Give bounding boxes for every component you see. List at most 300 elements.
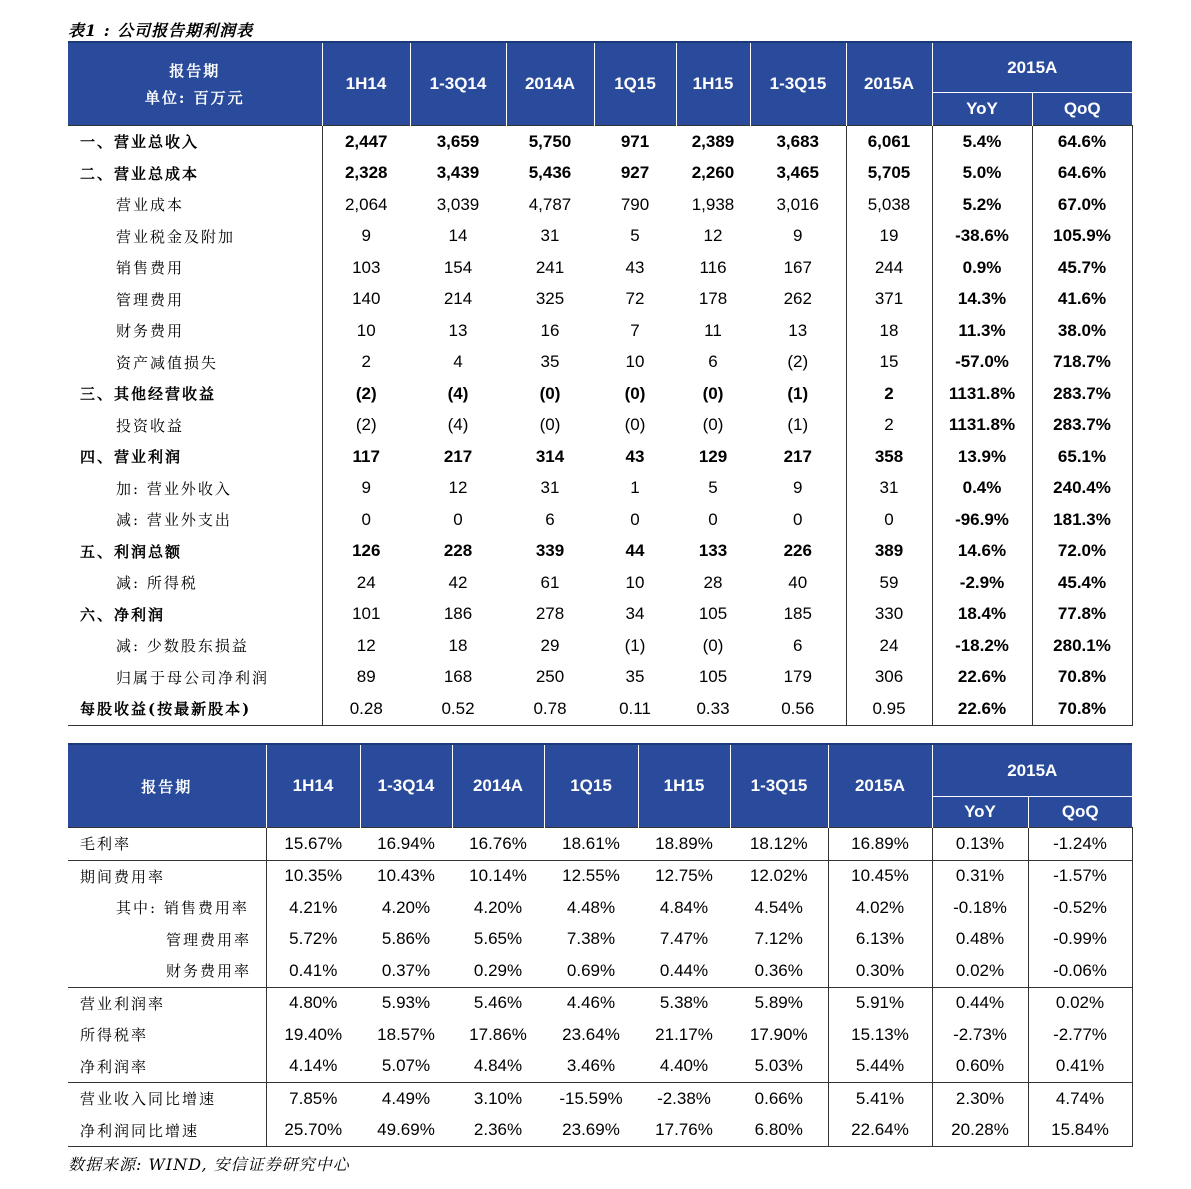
table-row [68,1051,1132,1083]
table-row [68,378,1132,410]
income-cell: 0.52 [410,693,506,725]
table-row [68,860,1132,892]
ratio-cell: 18.12% [730,828,828,861]
row-label: 销售费用 [68,252,322,284]
income-cell: 5,750 [506,126,594,158]
income-cell: 5,038 [846,189,932,221]
income-cell: 6 [708,352,718,372]
table-row [68,693,1132,725]
row-label: 三、其他经营收益 [68,378,322,410]
ratio-cell: -1.24% [1028,828,1132,861]
col2-header-1q15: 1Q15 [544,744,638,828]
income-cell: 9 [793,478,803,498]
income-cell: 43 [625,257,645,277]
income-cell: 2 [846,410,932,442]
row-label: 六、净利润 [68,599,322,631]
income-cell: 18 [448,635,468,655]
income-cell: 971 [594,126,676,158]
income-cell: 185 [783,604,812,624]
income-cell: 24 [846,630,932,662]
col2-header-1h14: 1H14 [266,744,360,828]
row-label: 归属于母公司净利润 [68,662,322,694]
income-cell: 9 [361,226,371,246]
ratio-cell: 4.21% [289,897,338,917]
ratio-cell: 23.64% [562,1024,620,1044]
income-cell: 89 [356,667,376,687]
income-cell: 314 [535,446,565,466]
ratio-cell: -2.73% [932,1019,1028,1051]
ratio-cell: 20.28% [932,1115,1028,1147]
income-cell: 154 [443,257,473,277]
income-cell: 38.0% [1032,315,1132,347]
income-cell: 14.6% [932,536,1032,568]
ratio-cell: 17.86% [469,1024,527,1044]
ratio-cell: 10.35% [284,866,343,886]
income-cell: 167 [783,257,812,277]
income-cell: 1,938 [691,194,735,214]
ratio-cell: 0.13% [932,828,1028,861]
income-cell: 42 [448,572,468,592]
income-cell: (0) [702,635,724,655]
income-cell: 3,659 [410,126,506,158]
ratio-cell: -2.77% [1028,1019,1132,1051]
income-cell: 105.9% [1032,221,1132,253]
income-cell: 214 [443,289,473,309]
ratio-cell: 5.41% [828,1083,932,1115]
income-cell: 6,061 [846,126,932,158]
ratio-cell: 12.55% [562,866,620,886]
ratio-cell: 6.13% [828,924,932,956]
income-cell: 5,705 [846,158,932,190]
row-label: 五、利润总额 [68,536,322,568]
table-row [68,410,1132,442]
income-cell: 117 [352,446,380,466]
ratio-cell: 15.13% [828,1019,932,1051]
income-cell: 0 [361,509,371,529]
income-cell: 3,439 [436,163,480,183]
ratio-cell: -15.59% [559,1088,623,1108]
income-cell: 22.6% [932,662,1032,694]
row-label: 资产减值损失 [68,347,322,379]
income-cell: 13 [448,320,468,340]
income-cell: 14.3% [932,284,1032,316]
table-row [68,441,1132,473]
income-cell: 126 [352,541,381,561]
ratio-cell: 10.43% [377,866,435,886]
ratio-cell: 7.47% [659,929,709,949]
col2-header-2015a: 2015A [828,744,932,828]
ratio-cell: 17.76% [638,1115,730,1147]
income-cell: 283.7% [1032,410,1132,442]
ratio-cell: 4.14% [266,1051,360,1083]
col-header-1h14: 1H14 [322,42,410,126]
income-cell: 40 [788,572,808,592]
income-cell: 186 [443,604,473,624]
income-cell: 0 [453,509,463,529]
income-cell: (4) [447,415,469,435]
row-label: 净利润同比增速 [68,1115,266,1147]
ratio-cell: 4.84% [452,1051,544,1083]
income-cell: (1) [787,415,809,435]
col2-header-1-3q15: 1-3Q15 [730,744,828,828]
col-header-2014a: 2014A [506,42,594,126]
table-row [68,924,1132,956]
ratio-cell: -0.99% [1028,924,1132,956]
ratio-cell: 0.69% [544,955,638,987]
income-cell: 2,389 [676,126,750,158]
ratio-cell: 4.48% [566,897,616,917]
ratio-cell: 7.38% [566,929,616,949]
income-cell: 358 [846,441,932,473]
row-label: 投资收益 [68,410,322,442]
income-cell: 2,328 [344,163,388,183]
col-header-qoq: QoQ [1032,93,1132,126]
ratio-cell: -0.52% [1028,892,1132,924]
income-cell: 389 [846,536,932,568]
table-row [68,987,1132,1019]
col2-header-qoq: QoQ [1028,797,1132,828]
ratio-cell: 0.44% [638,955,730,987]
income-cell: 6 [793,635,803,655]
ratio-cell: 5.91% [828,987,932,1019]
income-cell: 339 [535,541,565,561]
income-cell: (0) [702,383,724,403]
income-cell: 9 [361,478,371,498]
income-cell: 44 [625,541,645,561]
ratio-cell: 17.90% [749,1024,808,1044]
ratio-cell: 19.40% [284,1024,343,1044]
ratio-cell: 0.29% [452,955,544,987]
income-cell: 105 [698,667,728,687]
income-cell: 105 [698,604,728,624]
income-cell: 0.9% [932,252,1032,284]
ratio-cell: 5.86% [381,929,431,949]
ratio-cell: 23.69% [544,1115,638,1147]
income-cell: (0) [702,415,724,435]
income-statement-table [68,41,1133,726]
col-header-1h15: 1H15 [676,42,750,126]
header-unit-label: 单位: 百万元 [144,89,245,107]
income-cell: 103 [352,257,381,277]
col-header-yoy: YoY [932,93,1032,126]
table-row [68,347,1132,379]
ratio-cell: 4.84% [659,897,709,917]
income-cell: 10 [625,572,645,592]
income-cell: 22.6% [932,693,1032,725]
row-label: 管理费用 [68,284,322,316]
income-cell: 10 [356,320,376,340]
income-cell: 116 [699,257,727,277]
income-cell: 3,016 [776,194,820,214]
row-label: 一、营业总收入 [68,126,322,158]
income-cell: 16 [540,320,560,340]
income-cell: 0.28 [322,693,410,725]
table-row [68,221,1132,253]
ratio-cell: 0.02% [1028,987,1132,1019]
income-cell: 35 [625,667,645,687]
income-cell: 330 [846,599,932,631]
row-label: 所得税率 [68,1019,266,1051]
income-cell: 0 [630,509,640,529]
income-cell: 790 [620,194,650,214]
income-cell: 181.3% [1032,504,1132,536]
income-cell: 31 [540,226,560,246]
table-row [68,126,1132,158]
ratio-cell: 0.48% [932,924,1028,956]
income-cell: 45.7% [1032,252,1132,284]
income-cell: 2,260 [691,163,735,183]
income-cell: 0.56 [750,693,846,725]
table-row [68,1083,1132,1115]
income-cell: -38.6% [932,221,1032,253]
income-cell: 31 [540,478,560,498]
ratio-cell: 2.36% [452,1115,544,1147]
income-cell: 250 [535,667,565,687]
income-cell: 228 [443,541,473,561]
income-cell: 70.8% [1032,693,1132,725]
income-cell: 283.7% [1032,378,1132,410]
ratio-cell: 10.45% [828,860,932,892]
row-label: 减: 所得税 [68,567,322,599]
income-cell: 280.1% [1032,630,1132,662]
ratio-cell: 49.69% [360,1115,452,1147]
income-cell: (1) [624,635,646,655]
ratio-cell: 4.20% [381,897,431,917]
table-row [68,189,1132,221]
ratio-cell: 2.30% [932,1083,1028,1115]
income-cell: 133 [698,541,728,561]
ratio-cell: 4.20% [473,897,523,917]
income-cell: (2) [787,352,809,372]
income-cell: 31 [846,473,932,505]
income-cell: 10 [625,352,645,372]
income-cell: 41.6% [1032,284,1132,316]
ratio-cell: 4.49% [381,1088,431,1108]
income-cell: 35 [540,352,560,372]
income-cell: 13.9% [932,441,1032,473]
row-label: 期间费用率 [68,860,266,892]
table-caption: 表1 : 公司报告期利润表 [68,21,254,40]
ratio-cell: 4.74% [1028,1083,1132,1115]
income-cell: 29 [540,635,560,655]
ratio-table [68,743,1133,1147]
income-cell: 5 [630,226,640,246]
income-cell: 59 [846,567,932,599]
income-cell: 3,683 [750,126,846,158]
row-label: 财务费用率 [68,955,266,987]
table-row [68,955,1132,987]
table-row [68,473,1132,505]
income-cell: 18.4% [932,599,1032,631]
income-cell: 28 [703,572,723,592]
ratio-cell: 0.31% [932,860,1028,892]
income-cell: 168 [443,667,473,687]
ratio-cell: 0.66% [754,1088,803,1108]
ratio-cell: -0.18% [932,892,1028,924]
income-cell: 4 [453,352,463,372]
ratio-cell: 3.10% [473,1088,523,1108]
ratio-cell: 0.37% [360,955,452,987]
income-cell: 226 [783,541,812,561]
ratio-cell: 5.65% [473,929,523,949]
income-cell: 240.4% [1032,473,1132,505]
income-cell: (0) [624,383,646,403]
table-row [68,1115,1132,1147]
header-period-cell [68,42,322,126]
ratio-cell: 5.89% [754,993,803,1013]
income-cell: -18.2% [932,630,1032,662]
income-cell: 244 [846,252,932,284]
income-cell: (0) [624,415,646,435]
col2-header-yoy: YoY [932,797,1028,828]
income-cell: 129 [698,446,728,466]
col2-header-1h15: 1H15 [638,744,730,828]
ratio-cell: -0.06% [1028,955,1132,987]
income-cell: 4,787 [528,194,572,214]
row-label: 二、营业总成本 [68,158,322,190]
income-cell: 77.8% [1032,599,1132,631]
income-cell: 13 [788,320,808,340]
header-period-cell-2 [68,744,266,828]
table-row [68,504,1132,536]
income-cell: 11.3% [932,315,1032,347]
income-cell: 64.6% [1032,158,1132,190]
table-row [68,567,1132,599]
ratio-cell: 15.84% [1028,1115,1132,1147]
income-cell: 927 [620,163,650,183]
row-label: 管理费用率 [68,924,266,956]
ratio-cell: 5.03% [730,1051,828,1083]
ratio-cell: 4.40% [638,1051,730,1083]
income-cell: 5 [708,478,718,498]
income-cell: (0) [539,383,561,403]
ratio-cell: 0.41% [266,955,360,987]
income-cell: 67.0% [1032,189,1132,221]
ratio-cell: 10.14% [469,866,527,886]
col2-group-2015a: 2015A [932,744,1132,797]
income-cell: 24 [356,572,376,592]
table-row [68,892,1132,924]
income-cell: 3,465 [776,163,820,183]
table-row [68,536,1132,568]
income-cell: 0 [708,509,718,529]
income-cell: (4) [447,383,469,403]
income-cell: -57.0% [932,347,1032,379]
row-label: 其中: 销售费用率 [68,892,266,924]
ratio-cell: 5.93% [381,993,431,1013]
income-cell: 101 [352,604,381,624]
ratio-cell: 4.80% [289,993,338,1013]
col-group-2015a: 2015A [932,42,1132,93]
income-cell: 140 [352,289,381,309]
income-cell: 0.78 [506,693,594,725]
income-cell: 18 [846,315,932,347]
row-label: 净利润率 [68,1051,266,1083]
income-cell: 11 [704,320,722,340]
income-cell: (2) [355,383,377,403]
income-cell: 0 [793,509,803,529]
row-label: 营业收入同比增速 [68,1083,266,1115]
ratio-cell: -2.38% [657,1088,711,1108]
ratio-cell: 16.89% [828,828,932,861]
income-cell: (0) [539,415,561,435]
table-row [68,315,1132,347]
income-cell: 1131.8% [932,410,1032,442]
ratio-cell: 0.02% [932,955,1028,987]
income-cell: (2) [355,415,377,435]
income-cell: 3,039 [436,194,480,214]
income-cell: 65.1% [1032,441,1132,473]
income-statement-body [68,126,1132,726]
ratio-cell: 4.54% [754,897,803,917]
table-row [68,630,1132,662]
table-row [68,252,1132,284]
ratio-cell: 21.17% [655,1024,713,1044]
table-row [68,662,1132,694]
income-cell: 5.4% [932,126,1032,158]
col-header-1-3q15: 1-3Q15 [750,42,846,126]
ratio-cell: 0.60% [932,1051,1028,1083]
income-cell: 5,436 [528,163,572,183]
income-cell: 1131.8% [932,378,1032,410]
income-cell: 7 [630,320,640,340]
income-cell: 43 [625,446,645,466]
income-cell: 0.11 [594,693,676,725]
income-cell: 72.0% [1032,536,1132,568]
row-label: 毛利率 [68,828,266,861]
row-label: 减: 营业外支出 [68,504,322,536]
header-period-label: 报告期 [169,62,221,80]
ratio-cell: 7.12% [754,929,803,949]
income-cell: 9 [793,226,803,246]
income-cell: (1) [787,383,809,403]
ratio-cell: 7.85% [289,1088,338,1108]
col2-header-1-3q14: 1-3Q14 [360,744,452,828]
row-label: 营业税金及附加 [68,221,322,253]
income-cell: 19 [846,221,932,253]
income-cell: 15 [846,347,932,379]
row-label: 四、营业利润 [68,441,322,473]
ratio-body [68,828,1132,1147]
income-cell: 72 [625,289,645,309]
income-cell: 2,447 [322,126,410,158]
income-cell: 5.0% [932,158,1032,190]
income-cell: 34 [625,604,645,624]
income-cell: -96.9% [932,504,1032,536]
ratio-cell: 12.02% [749,866,808,886]
col-header-1-3q14: 1-3Q14 [410,42,506,126]
ratio-cell: 0.36% [730,955,828,987]
income-cell: 70.8% [1032,662,1132,694]
income-cell: 0.95 [846,693,932,725]
income-cell: 178 [698,289,728,309]
income-cell: 718.7% [1032,347,1132,379]
income-cell: 0.33 [676,693,750,725]
table-row [68,599,1132,631]
ratio-cell: 4.46% [566,993,616,1013]
ratio-cell: 5.46% [473,993,523,1013]
income-cell: 14 [448,226,468,246]
income-cell: 12 [703,226,723,246]
row-label: 每股收益(按最新股本) [68,693,322,725]
ratio-cell: 5.07% [360,1051,452,1083]
income-cell: 179 [783,667,812,687]
ratio-cell: 15.67% [266,828,360,861]
ratio-cell: 18.57% [377,1024,435,1044]
col-header-1q15: 1Q15 [594,42,676,126]
ratio-cell: 12.75% [655,866,713,886]
income-cell: 241 [535,257,565,277]
